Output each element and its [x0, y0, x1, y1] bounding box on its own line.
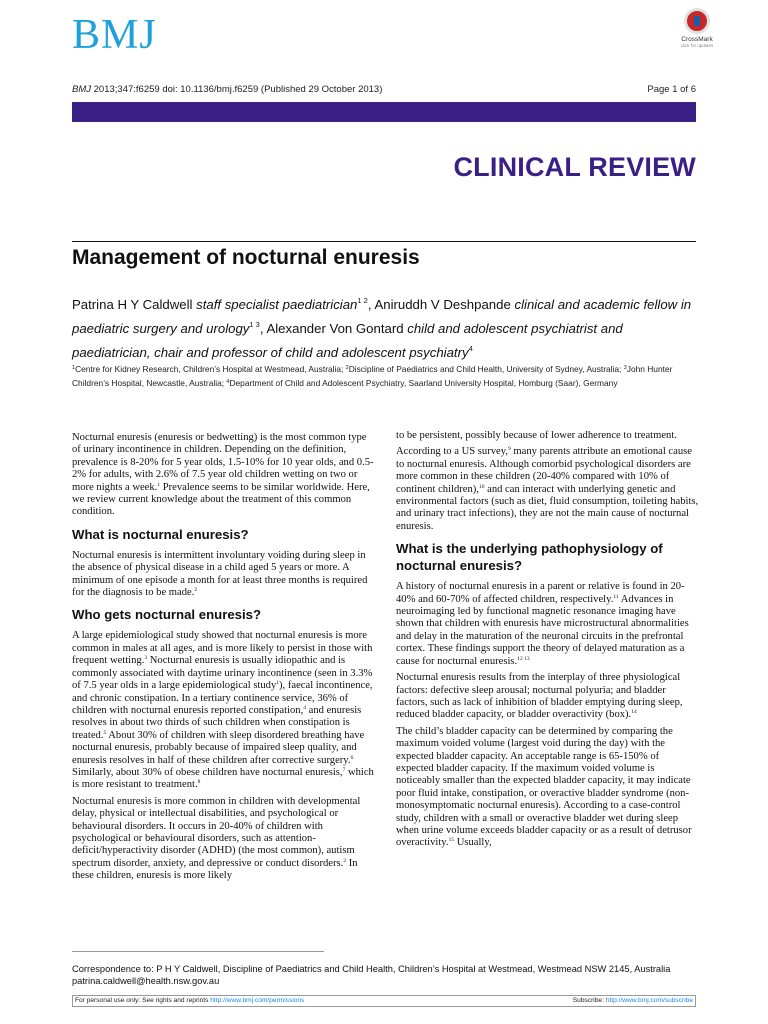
title-divider: [72, 241, 696, 242]
reference-number: 11: [613, 593, 619, 600]
author-name: Alexander Von Gontard: [266, 321, 408, 336]
citation-journal: BMJ: [72, 84, 91, 95]
author-separator: ,: [367, 297, 375, 312]
paragraph-text: Nocturnal enuresis (enuresis or bedwetting) is the most common type of urinary incontinence in children. Depending on the definition, prevalence is 8-20% for 5 year olds, 1.5-10% for 10 year olds, and 0.5-2% for adults, with 2.6% of 7.5 year old children wetting on two or more nights a week.: [72, 432, 374, 493]
paragraph-text: Nocturnal enuresis is intermittent involuntary voiding during sleep in the absence of physical disease in a child aged 5 years or more. A minimum of one episode a month for at least three months is required for the diagnosis to be made.: [72, 549, 368, 599]
citation: [72, 84, 382, 95]
section-heading: What is the underlying pathophysiology of nocturnal enuresis?: [396, 541, 663, 574]
body-paragraph: [396, 446, 699, 533]
body-paragraph: [396, 581, 699, 668]
affiliation-number: 4: [226, 378, 230, 385]
permissions-link[interactable]: http://www.bmj.com/permissions: [210, 997, 305, 1004]
affiliation-text: Discipline of Paediatrics and Child Health, University of Sydney, Australia;: [348, 364, 624, 374]
author-role: staff specialist paediatrician: [196, 297, 358, 312]
affiliation-number: 3: [623, 365, 627, 371]
paragraph-text: Nocturnal enuresis is usually idiopathic and is commonly associated with daytime urinary incontinence (seen in 3.3% of 7.5 year olds in a large epidemiological study: [72, 655, 373, 692]
right-column: [396, 430, 699, 854]
correspondence: [72, 963, 702, 987]
citation-details: 2013;347:f6259 doi: 10.1136/bmj.f6259 (Published 29 October 2013): [91, 84, 383, 95]
body-paragraph: [72, 630, 375, 791]
paragraph-text: The child’s bladder capacity can be determined by comparing the maximum voided volume (largest void during the day) with the expected bladder capacity. An acceptable range is 65-150% of expected bladder capacity. If the maximum voided volume is noticeably smaller than the expected bladder capacity, it may indicate poor fluid intake, constipation, or overactive bladder syndrome (non-monosymptomatic nocturnal enuresis). According to a case-control study, children with a small or overactive bladder wet during sleep when urine volume exceeds bladder capacity or as a result of detrusor overactivity.: [396, 725, 692, 849]
paragraph-text: A history of nocturnal enuresis in a parent or relative is found in 20-40% and 60-70% of affected children, respectively.: [396, 581, 685, 605]
paragraph-text: According to a US survey,: [396, 446, 508, 458]
reference-number: 3: [144, 655, 148, 662]
reference-number: 10: [478, 483, 485, 490]
correspondence-email[interactable]: patrina.caldwell@health.nsw.gov.au: [72, 976, 220, 986]
crossmark-icon: [684, 8, 710, 34]
reference-number: 8: [197, 779, 201, 786]
author-role: child and adolescent psychiatrist and paediatrician, chair and professor of child and adolescent psychiatry: [72, 321, 623, 360]
affiliation-text: Centre for Kidney Research, Children’s Hospital at Westmead, Australia;: [75, 364, 346, 374]
subscribe-note: [573, 997, 693, 1004]
page-number: Page 1 of 6: [647, 84, 696, 95]
author-list: [72, 291, 702, 363]
body-paragraph: [72, 550, 375, 600]
paragraph-text: In these children, enuresis is more likely: [72, 857, 358, 882]
paragraph-text: ), faecal incontinence, and chronic constipation. In a tertiary continence service, 36% of children with nocturnal enuresis reported constipation,: [72, 680, 373, 716]
affiliation-number: 2: [345, 365, 349, 371]
crossmark-button[interactable]: [678, 8, 716, 56]
article-title: Management of nocturnal enuresis: [72, 246, 420, 269]
affiliation-text: Department of Child and Adolescent Psychiatry, Saarland University Hospital, Homburg (Saar), Germany: [229, 377, 618, 388]
body-paragraph: [72, 432, 375, 519]
reference-number: 12 13: [517, 655, 530, 662]
subscribe-link[interactable]: http://www.bmj.com/subscribe: [605, 997, 693, 1004]
paragraph-text: About 30% of children with sleep disordered breathing have nocturnal enuresis, probably because of impaired sleep quality, and enuresis resolves in half of these children after corrective surgery.: [72, 729, 365, 766]
paragraph-text: and can interact with underlying genetic and environmental factors (such as diet, fluid consumption, toileting habits, and urinary tract infections), they are not the main cause of nocturnal enuresis.: [396, 483, 699, 532]
affiliation-number: 1: [72, 365, 76, 371]
author-affiliation-ref: 4: [468, 344, 473, 353]
permissions-text: For personal use only: See rights and reprints: [75, 997, 211, 1004]
author-separator: ,: [259, 321, 267, 336]
paragraph-text: and enuresis resolves in about two thirds of such children when constipation is treated.: [72, 704, 362, 741]
body-paragraph: [396, 430, 699, 442]
reference-number: 2: [194, 587, 198, 594]
reference-number: 14: [631, 709, 637, 716]
author-affiliation-ref: 1 2: [357, 296, 368, 305]
affiliations: [72, 362, 700, 389]
reference-number: 6: [350, 754, 354, 761]
reference-number: 5: [103, 729, 107, 736]
section-heading: What is nocturnal enuresis?: [72, 526, 249, 542]
author-name: Patrina H Y Caldwell: [72, 297, 197, 312]
body-paragraph: [396, 672, 699, 722]
author-role: clinical and academic fellow in paediatric surgery and urology: [72, 297, 692, 336]
reference-number: 2: [343, 857, 347, 864]
body-paragraph: [396, 726, 699, 850]
footnote-divider: [72, 951, 324, 952]
reference-number: 4: [303, 704, 306, 711]
author-name: Aniruddh V Deshpande: [374, 297, 515, 312]
paragraph-text: Usually,: [454, 837, 492, 849]
paragraph-text: which is more resistant to treatment.: [72, 766, 374, 791]
paragraph-text: Advances in neuroimaging led by functional magnetic resonance imaging have shown that children with enuresis have microstructural abnormalities and delay in the maturation of the neuronal circuits in the prefrontal cortex. These findings support the theory of delayed maturation as a cause for nocturnal enuresis.: [396, 593, 689, 667]
paragraph-text: A large epidemiological study showed that nocturnal enuresis is more common in males at all ages, and is more likely to persist in those with frequent wetting.: [72, 630, 373, 667]
paragraph-text: Prevalence seems to be similar worldwide. Here, we review current knowledge about the treatment of this common condition.: [72, 481, 370, 518]
subscribe-text: Subscribe:: [572, 997, 606, 1004]
paragraph-text: Nocturnal enuresis is more common in children with developmental delay, physical or intellectual disabilities, and psychological or behavioural disorders. It occurs in 20-40% of children with psychological or behavioural disorders, such as attention-deficit/hyperactivity disorder (ADHD) (the most common), autism spectrum disorder, anxiety, and depressive or conduct disorders.: [72, 795, 361, 869]
paragraph-text: Similarly, about 30% of obese children have nocturnal enuresis,: [72, 766, 343, 778]
section-heading: Who gets nocturnal enuresis?: [72, 607, 262, 623]
reference-number: 15: [448, 837, 455, 844]
paragraph-text: to be persistent, possibly because of lower adherence to treatment.: [396, 430, 677, 441]
left-column: [72, 432, 375, 887]
paragraph-text: many parents attribute an emotional cause to nocturnal enuresis. Although comorbid psychological disorders are more common in these children (20-40% compared with 10% of continent children),: [396, 446, 692, 495]
author-affiliation-ref: 1 3: [249, 320, 260, 329]
correspondence-address: Correspondence to: P H Y Caldwell, Discipline of Paediatrics and Child Health, Children’s Hospital at Westmead, Westmead NSW 2145, Australia: [72, 964, 671, 974]
usage-footer: [72, 995, 696, 1007]
permissions-note: [75, 997, 304, 1004]
bmj-logo: BMJ: [72, 12, 157, 58]
crossmark-label: CrossMark: [681, 36, 713, 43]
reference-number: 1: [276, 680, 280, 687]
reference-number: 9: [508, 446, 511, 453]
body-paragraph: [72, 796, 375, 883]
crossmark-sublabel: click for updates: [680, 43, 714, 48]
reference-number: 1: [157, 481, 161, 488]
paragraph-text: Nocturnal enuresis results from the interplay of three physiological factors: defective sleep arousal; nocturnal polyuria; and bladder factors, such as lack of inhibition of bladder emptying during sleep, reduced bladder capacity, or bladder overactivity (box).: [396, 672, 683, 721]
header-band: [72, 102, 696, 122]
section-label: CLINICAL REVIEW: [453, 152, 696, 182]
affiliation-text: John Hunter Children’s Hospital, Newcastle, Australia;: [72, 364, 673, 388]
reference-number: 7: [342, 766, 346, 773]
